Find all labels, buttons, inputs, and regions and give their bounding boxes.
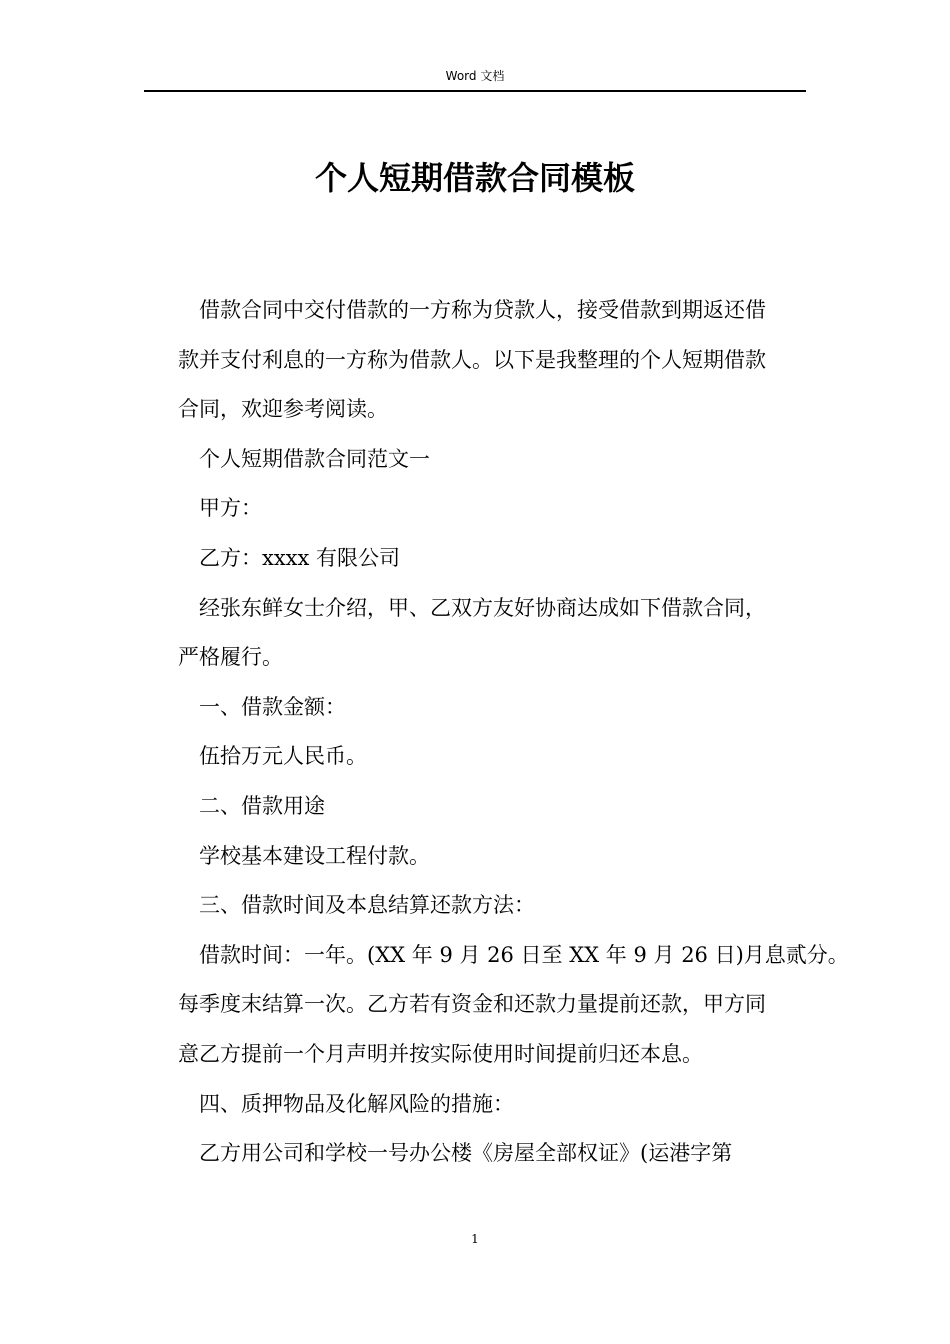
header-label: Word 文档 xyxy=(445,69,505,83)
body-line: 合同，欢迎参考阅读。 xyxy=(178,397,388,422)
body-line: 四、质押物品及化解风险的措施： xyxy=(199,1091,514,1116)
body-line: 个人短期借款合同范文一 xyxy=(199,446,430,471)
body-line: 三、借款时间及本息结算还款方法： xyxy=(199,893,535,918)
page-number: 1 xyxy=(471,1232,479,1246)
body-line: 一、借款金额： xyxy=(199,694,346,719)
document-body xyxy=(178,286,849,1179)
body-line: 甲方： xyxy=(199,496,262,521)
body-line: 经张东鲜女士介绍，甲、乙双方友好协商达成如下借款合同， xyxy=(199,595,766,620)
body-line: 伍拾万元人民币。 xyxy=(199,744,367,769)
body-line: 二、借款用途 xyxy=(199,793,325,818)
body-line: 款并支付利息的一方称为借款人。以下是我整理的个人短期借款 xyxy=(178,347,766,372)
body-line: 乙方：xxxx 有限公司 xyxy=(199,545,401,570)
body-line: 严格履行。 xyxy=(178,645,283,670)
body-line: 意乙方提前一个月声明并按实际使用时间提前归还本息。 xyxy=(178,1041,703,1066)
body-line: 借款时间：一年。(XX 年 9 月 26 日至 XX 年 9 月 26 日)月息贰分。 xyxy=(199,942,849,967)
document-title: 个人短期借款合同模板 xyxy=(314,159,635,197)
body-line: 借款合同中交付借款的一方称为贷款人，接受借款到期返还借 xyxy=(199,298,766,322)
page-header xyxy=(144,66,806,92)
body-line: 学校基本建设工程付款。 xyxy=(199,843,430,868)
body-line: 每季度末结算一次。乙方若有资金和还款力量提前还款，甲方同 xyxy=(178,992,766,1017)
body-line: 乙方用公司和学校一号办公楼《房屋全部权证》(运港字第 xyxy=(199,1141,733,1166)
page-footer xyxy=(0,1230,950,1248)
